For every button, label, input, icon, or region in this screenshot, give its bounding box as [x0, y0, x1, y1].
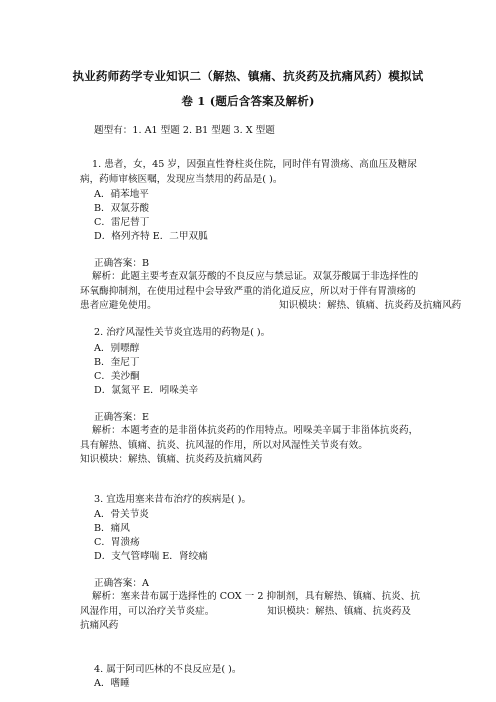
- question-3-answer: 正确答案：A: [94, 578, 149, 589]
- question-2-stem: 2. 治疗风湿性关节炎宜选用的药物是( )。: [94, 327, 271, 338]
- question-2-option-c: C．美沙酮: [94, 371, 140, 382]
- question-1-answer: 正确答案：B: [94, 258, 150, 269]
- question-3-option-de: D．支气管哮喘 E．肾绞痛: [94, 551, 208, 562]
- question-1-stem: 1. 患者，女，45 岁，因强直性脊柱炎住院，同时伴有胃溃疡、高血压及糖尿病，药师审核医嘱，发现应当禁用的药品是( )。: [80, 159, 417, 185]
- question-1-option-de: D．格列齐特 E．二甲双胍: [94, 231, 208, 242]
- question-3-option-c: C．胃溃疡: [94, 537, 140, 548]
- question-2-analysis: 解析：本题考查的是非甾体抗炎药的作用特点。吲哚美辛属于非甾体抗炎药，具有解热、镇痛、抗炎、抗风湿的作用，所以对风湿性关节炎有效。 知识模块：解热、镇痛、抗炎药及抗痛风药: [80, 425, 421, 466]
- question-4-option-a: A．嗜睡: [94, 678, 130, 689]
- document-title-line-1: 执业药师药学专业知识二（解热、镇痛、抗炎药及抗痛风药）模拟试: [72, 69, 424, 83]
- question-1-analysis: 解析：此题主要考查双氯芬酸的不良反应与禁忌证。双氯芬酸属于非选择性的环氧酶抑制剂，在使用过程中会导致严重的消化道反应，所以对于伴有胃溃疡的患者应避免使用。: [80, 271, 419, 312]
- question-2-option-a: A．别嘌醇: [94, 343, 140, 354]
- question-1-option-a: A．硝苯地平: [94, 189, 149, 200]
- question-1-option-b: B．双氯芬酸: [94, 203, 150, 214]
- question-types: 题型有：1. A1 型题 2. B1 型题 3. X 型题: [94, 125, 275, 136]
- question-1-knowledge: 知识模块：解热、镇痛、抗炎药及抗痛风药: [279, 300, 462, 311]
- question-2-option-de: D．氯氮平 E．吲哚美辛: [94, 385, 199, 396]
- question-2-answer: 正确答案：E: [94, 412, 149, 423]
- question-3-stem: 3. 宜选用塞来昔布治疗的疾病是( )。: [94, 494, 252, 505]
- question-4-stem: 4. 属于阿司匹林的不良反应是( )。: [94, 664, 242, 675]
- question-3-option-a: A．骨关节炎: [94, 509, 149, 520]
- question-2-option-b: B．奎尼丁: [94, 357, 140, 368]
- question-3-option-b: B．痛风: [94, 523, 130, 534]
- question-3-analysis: 解析：塞来昔布属于选择性的 COX 一 2 抑制剂，具有解热、镇痛、抗炎、抗风湿作用，可以治疗关节炎症。 知识模块：解热、镇痛、抗炎药及抗痛风药: [80, 591, 420, 632]
- question-1-option-c: C．雷尼替丁: [94, 217, 150, 228]
- document-title-line-2: 卷 1 (题后含答案及解析): [181, 94, 315, 108]
